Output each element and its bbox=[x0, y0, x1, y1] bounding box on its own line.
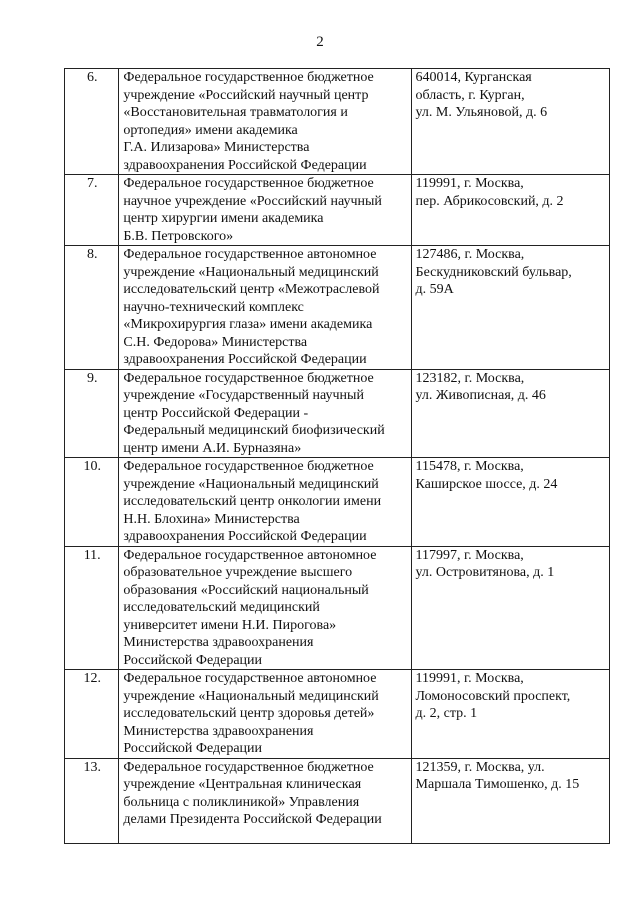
institution-address: 115478, г. Москва, Каширское шоссе, д. 24 bbox=[411, 458, 609, 547]
institution-name: Федеральное государственное бюджетное учреждение «Национальный медицинский исследовательский центр онкологии имени Н.Н. Блохина» Министерства здравоохранения Российской Федерации bbox=[119, 458, 411, 547]
institutions-table bbox=[64, 68, 610, 844]
row-number: 13. bbox=[65, 758, 119, 843]
row-number: 11. bbox=[65, 546, 119, 670]
row-number: 6. bbox=[65, 69, 119, 175]
table-row bbox=[65, 758, 610, 843]
institution-name: Федеральное государственное бюджетное учреждение «Центральная клиническая больница с поликлиникой» Управления делами Президента Российской Федерации bbox=[119, 758, 411, 843]
table-row bbox=[65, 246, 610, 370]
table-row bbox=[65, 369, 610, 458]
institution-address: 123182, г. Москва, ул. Живописная, д. 46 bbox=[411, 369, 609, 458]
institution-name: Федеральное государственное бюджетное учреждение «Российский научный центр «Восстановительная травматология и ортопедия» имени академика Г.А. Илизарова» Министерства здравоохранения Российской Федерации bbox=[119, 69, 411, 175]
row-number: 9. bbox=[65, 369, 119, 458]
row-number: 7. bbox=[65, 175, 119, 246]
institution-address: 117997, г. Москва, ул. Островитянова, д. 1 bbox=[411, 546, 609, 670]
institution-name: Федеральное государственное автономное учреждение «Национальный медицинский исследовательский центр «Межотраслевой научно-технический комплекс «Микрохирургия глаза» имени академика С.Н. Федорова» Министерства здравоохранения Российской Федерации bbox=[119, 246, 411, 370]
institution-address: 640014, Курганская область, г. Курган, ул. М. Ульяновой, д. 6 bbox=[411, 69, 609, 175]
institution-name: Федеральное государственное автономное учреждение «Национальный медицинский исследовательский центр здоровья детей» Министерства здравоохранения Российской Федерации bbox=[119, 670, 411, 759]
institution-address: 119991, г. Москва, Ломоносовский проспект, д. 2, стр. 1 bbox=[411, 670, 609, 759]
page-number: 2 bbox=[316, 34, 324, 50]
row-number: 8. bbox=[65, 246, 119, 370]
table-row bbox=[65, 175, 610, 246]
institution-address: 127486, г. Москва, Бескудниковский бульвар, д. 59А bbox=[411, 246, 609, 370]
institution-address: 121359, г. Москва, ул. Маршала Тимошенко, д. 15 bbox=[411, 758, 609, 843]
table-row bbox=[65, 69, 610, 175]
table-row bbox=[65, 458, 610, 547]
institution-address: 119991, г. Москва, пер. Абрикосовский, д. 2 bbox=[411, 175, 609, 246]
row-number: 10. bbox=[65, 458, 119, 547]
institution-name: Федеральное государственное автономное образовательное учреждение высшего образования «Российский национальный исследовательский медицинский университет имени Н.И. Пирогова» Министерства здравоохранения Российской Федерации bbox=[119, 546, 411, 670]
row-number: 12. bbox=[65, 670, 119, 759]
institution-name: Федеральное государственное бюджетное научное учреждение «Российский научный центр хирургии имени академика Б.В. Петровского» bbox=[119, 175, 411, 246]
table-row bbox=[65, 546, 610, 670]
institution-name: Федеральное государственное бюджетное учреждение «Государственный научный центр Российской Федерации - Федеральный медицинский биофизический центр имени А.И. Бурназяна» bbox=[119, 369, 411, 458]
table-row bbox=[65, 670, 610, 759]
